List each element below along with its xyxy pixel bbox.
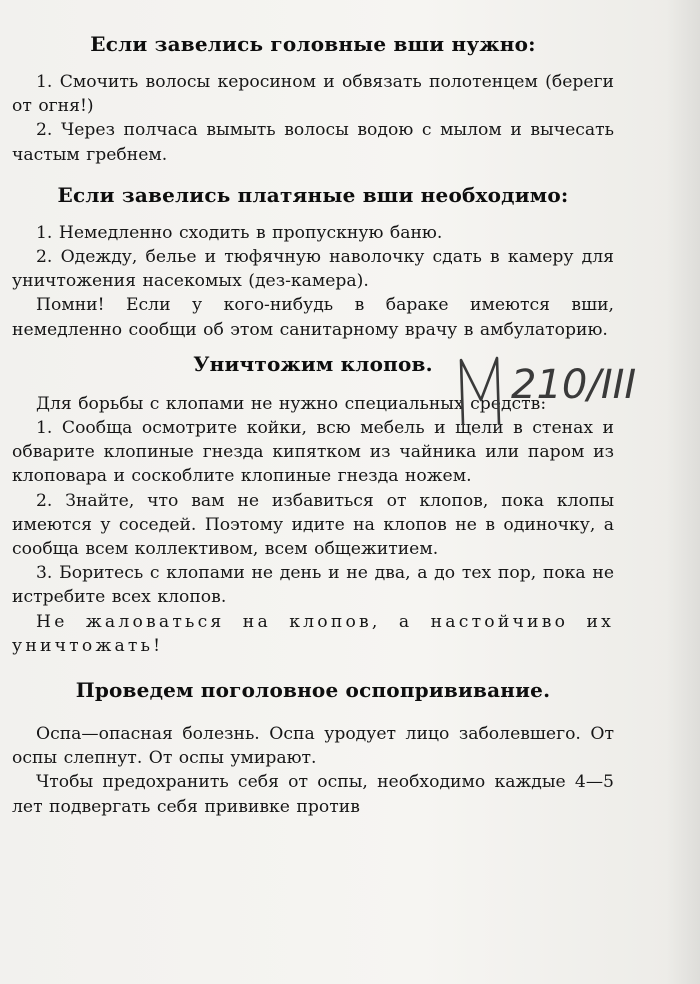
paragraph: 2. Знайте, что вам не избавиться от клопов, пока клопы имеются у соседей. Поэтому идите на клопов не в одиночку, а сообща всем коллективом, всем общежитием. (12, 490, 614, 560)
paragraph: Для борьбы с клопами не нужно специальных средств: (36, 393, 547, 414)
section-vaccination (12, 678, 614, 819)
section-body-lice (12, 183, 614, 342)
section-heading: Проведем поголовное оспопрививание. (75, 678, 551, 703)
paragraph-slogan: Не жаловаться на клопов, а настойчиво их уничтожать! (12, 611, 614, 656)
paragraph: 3. Боритесь с клопами не день и не два, а до тех пор, пока не истребите всех клопов. (12, 563, 614, 608)
paragraph: Чтобы предохранить себя от оспы, необходимо каждые 4—5 лет подвергать себя прививке против (12, 772, 614, 817)
paragraph: 2. Одежду, белье и тюфячную наволочку сдать в камеру для уничтожения насекомых (дез-камера). (12, 247, 614, 292)
paragraph: 1. Смочить волосы керосином и обвязать полотенцем (береги от огня!) (12, 72, 614, 117)
paragraph: 2. Через полчаса вымыть волосы водою с мылом и вычесать частым гребнем. (12, 120, 614, 165)
scan-edge-shadow (666, 0, 700, 984)
section-head-lice (12, 32, 614, 167)
archive-handwritten-mark (455, 354, 665, 430)
section-heading: Если завелись платяные вши необходимо: (57, 182, 569, 207)
section-heading: Уничтожим клопов. (193, 351, 433, 376)
paragraph: Оспа—опасная болезнь. Оспа уродует лицо заболевшего. От оспы слепнут. От оспы умирают. (12, 724, 614, 769)
section-heading: Если завелись головные вши нужно: (90, 32, 536, 56)
archive-mark-text: 210/III (511, 362, 637, 408)
paragraph: 1. Немедленно сходить в пропускную баню. (36, 222, 443, 243)
paragraph-warning: Помни! Если у кого-нибудь в бараке имеются вши, немедленно сообщи об этом санитарному врачу в амбулаторию. (12, 295, 614, 340)
paragraph: 1. Сообща осмотрите койки, всю мебель и щели в стенах и обварите клопиные гнезда кипятком из чайника или паром из клоповара и соскоблите клопиные гнезда ножем. (12, 418, 614, 487)
